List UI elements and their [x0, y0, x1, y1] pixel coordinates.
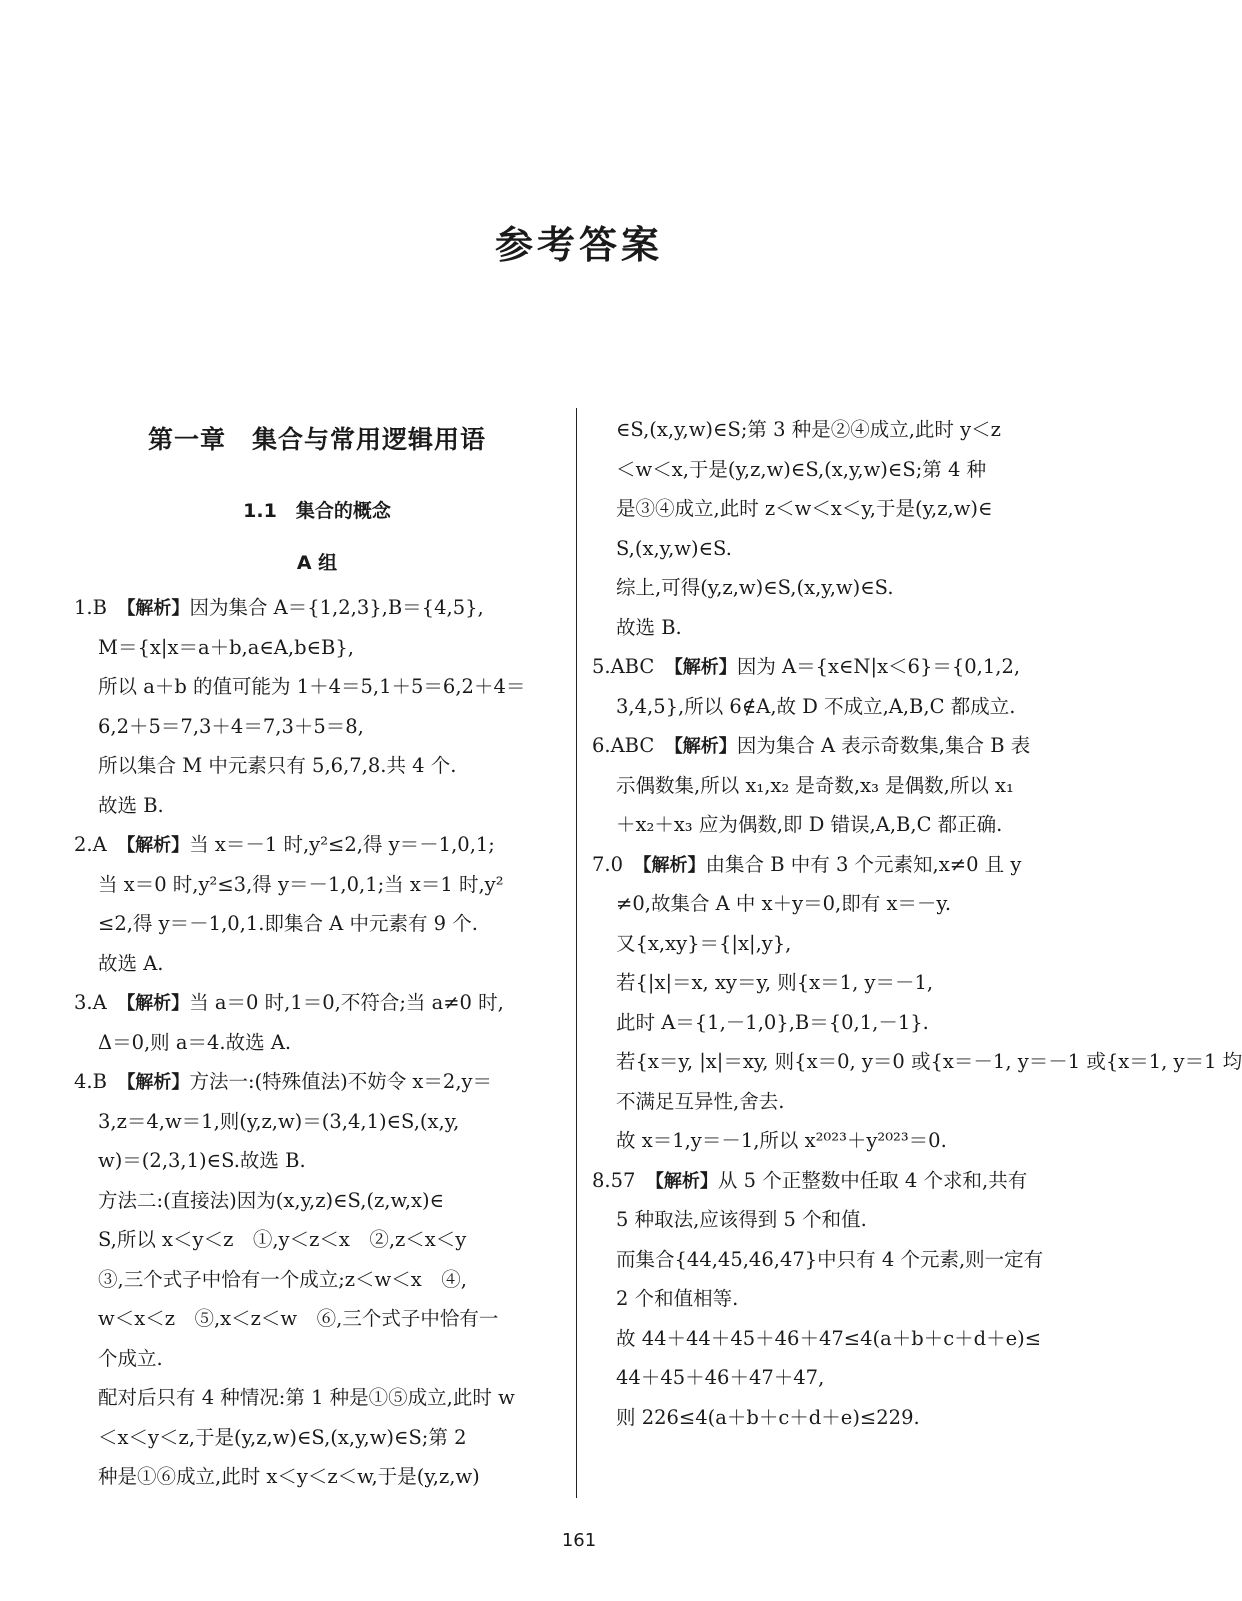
answer-line	[74, 1062, 560, 1102]
answer-item	[74, 825, 560, 983]
answer-line	[74, 904, 560, 944]
analysis-tag: 【解析】	[673, 657, 737, 678]
answer-line	[592, 687, 1078, 727]
answer-label: 5.ABC	[592, 655, 674, 678]
analysis-tag: 【解析】	[126, 1072, 190, 1093]
answer-line	[74, 1378, 560, 1418]
answer-line	[592, 529, 1078, 569]
answer-line	[592, 608, 1078, 648]
answer-text: S,(x,y,w)∈S.	[616, 536, 732, 560]
answer-item	[74, 588, 560, 825]
answer-line	[592, 845, 1078, 885]
answer-text: 示偶数集,所以 x₁,x₂ 是奇数,x₃ 是偶数,所以 x₁	[616, 773, 1014, 797]
answer-text: 种是①⑥成立,此时 x＜y＜z＜w,于是(y,z,w)	[98, 1465, 480, 1488]
analysis-tag: 【解析】	[126, 835, 190, 856]
answer-text: 故选 B.	[616, 615, 682, 639]
answer-text: 从 5 个正整数中任取 4 个求和,共有	[717, 1168, 1028, 1192]
answer-text: 综上,可得(y,z,w)∈S,(x,y,w)∈S.	[616, 576, 894, 599]
chapter-title: 第一章 集合与常用逻辑用语	[147, 425, 486, 454]
answer-item	[592, 647, 1078, 726]
answer-text: 而集合{44,45,46,47}中只有 4 个元素,则一定有	[616, 1247, 1044, 1271]
answer-item	[592, 726, 1078, 845]
left-answer-list	[74, 588, 560, 1497]
answer-line	[592, 450, 1078, 490]
analysis-tag: 【解析】	[673, 736, 737, 757]
answer-text: 6,2＋5＝7,3＋4＝7,3＋5＝8,	[98, 714, 364, 738]
answer-line	[74, 1299, 560, 1339]
answer-text: ③,三个式子中恰有一个成立;z＜w＜x ④,	[98, 1267, 467, 1291]
right-column	[592, 410, 1242, 1437]
answer-line	[592, 1082, 1078, 1122]
answer-text: 故选 A.	[98, 951, 164, 975]
answer-text: w＜x＜z ⑤,x＜z＜w ⑥,三个式子中恰有一	[98, 1307, 499, 1330]
answer-line	[74, 667, 560, 707]
answer-text: 故 44＋44＋45＋46＋47≤4(a＋b＋c＋d＋e)≤	[616, 1326, 1042, 1350]
answer-text: ≤2,得 y＝－1,0,1.即集合 A 中元素有 9 个.	[98, 912, 478, 935]
answer-line	[592, 1042, 1242, 1082]
page-title: 参考答案	[494, 223, 663, 267]
answer-line	[74, 1102, 560, 1142]
answer-text: ＋x₂＋x₃ 应为偶数,即 D 错误,A,B,C 都正确.	[616, 813, 1003, 836]
answer-line	[74, 707, 560, 747]
answer-text: 则 226≤4(a＋b＋c＋d＋e)≤229.	[616, 1405, 920, 1429]
answer-line	[592, 568, 1078, 608]
answer-text: 配对后只有 4 种情况:第 1 种是①⑤成立,此时 w	[98, 1386, 515, 1409]
answer-item	[592, 1161, 1078, 1438]
column-divider	[576, 408, 577, 1498]
answer-text: 5 种取法,应该得到 5 个和值.	[616, 1208, 867, 1231]
answer-line	[74, 983, 560, 1023]
answer-line	[592, 1240, 1078, 1280]
answer-line	[74, 1181, 560, 1221]
answer-line	[74, 1220, 560, 1260]
answer-text: 是③④成立,此时 z＜w＜x＜y,于是(y,z,w)∈	[616, 497, 993, 520]
answer-text: 方法二:(直接法)因为(x,y,z)∈S,(z,w,x)∈	[98, 1188, 445, 1212]
group-title: A 组	[296, 552, 338, 574]
answer-line	[592, 963, 1078, 1003]
answer-line	[74, 1260, 560, 1300]
answer-text: w)＝(2,3,1)∈S.故选 B.	[98, 1149, 306, 1172]
answer-line	[592, 924, 1078, 964]
answer-label: 1.B	[74, 596, 127, 619]
answer-line	[592, 489, 1078, 529]
answer-text: 当 x＝0 时,y²≤3,得 y＝－1,0,1;当 x＝1 时,y²	[98, 872, 504, 896]
answer-text: 因为 A＝{x∈N|x＜6}＝{0,1,2,	[736, 655, 1021, 678]
answer-line	[74, 1457, 560, 1497]
page-number: 161	[561, 1530, 597, 1551]
answer-line	[592, 884, 1078, 924]
analysis-tag: 【解析】	[642, 854, 706, 876]
answer-line	[592, 766, 1078, 806]
answer-line	[74, 1339, 560, 1379]
answer-text: ≠0,故集合 A 中 x＋y＝0,即有 x＝－y.	[616, 892, 952, 915]
answer-text: M＝{x|x＝a＋b,a∈A,b∈B},	[98, 635, 354, 659]
answer-line	[592, 1161, 1078, 1201]
answer-text: 因为集合 A＝{1,2,3},B＝{4,5},	[189, 596, 484, 619]
answer-line	[592, 1003, 1078, 1043]
answer-text: 故 x＝1,y＝－1,所以 x²⁰²³＋y²⁰²³＝0.	[616, 1129, 947, 1152]
answer-text: Δ＝0,则 a＝4.故选 A.	[98, 1030, 292, 1054]
right-answer-list	[592, 410, 1242, 1437]
answer-text: 所以集合 M 中元素只有 5,6,7,8.共 4 个.	[98, 754, 457, 777]
answer-text: 所以 a＋b 的值可能为 1＋4＝5,1＋5＝6,2＋4＝	[98, 675, 526, 698]
answer-text: 又{x,xy}＝{|x|,y},	[616, 931, 792, 955]
answer-text: 个成立.	[98, 1346, 163, 1370]
left-column	[74, 410, 560, 1497]
answer-text: 此时 A＝{1,－1,0},B＝{0,1,－1}.	[616, 1010, 929, 1034]
answer-text: ∈S,(x,y,w)∈S;第 3 种是②④成立,此时 y＜z	[616, 418, 1001, 441]
answer-line	[74, 1023, 560, 1063]
answer-line	[74, 825, 560, 865]
answer-text: 3,4,5},所以 6∉A,故 D 不成立,A,B,C 都成立.	[616, 694, 1016, 718]
answer-line	[74, 1141, 560, 1181]
analysis-tag: 【解析】	[126, 598, 190, 619]
answer-line	[74, 588, 560, 628]
answer-text: S,所以 x＜y＜z ①,y＜z＜x ②,z＜x＜y	[98, 1228, 467, 1251]
answer-line	[74, 865, 560, 905]
answer-item	[74, 983, 560, 1062]
answer-label: 3.A	[74, 991, 127, 1014]
answer-text: 若{x＝y, |x|＝xy, 则{x＝0, y＝0 或{x＝－1, y＝－1 或{x＝1, y＝1 均	[616, 1050, 1242, 1073]
answer-line	[74, 1418, 560, 1458]
answer-line	[592, 1398, 1078, 1438]
answer-label: 4.B	[74, 1070, 127, 1093]
answer-label: 7.0	[592, 852, 643, 876]
answer-item	[592, 410, 1078, 647]
answer-text: 44＋45＋46＋47＋47,	[616, 1366, 825, 1389]
answer-item	[74, 1062, 560, 1497]
answer-line	[592, 726, 1078, 766]
analysis-tag: 【解析】	[126, 993, 190, 1014]
answer-text: 不满足互异性,舍去.	[616, 1089, 785, 1113]
answer-line	[592, 805, 1078, 845]
section-title: 1.1 集合的概念	[243, 500, 391, 522]
answer-text: 若{|x|＝x, xy＝y, 则{x＝1, y＝－1,	[616, 971, 934, 994]
answer-line	[592, 1121, 1078, 1161]
answer-item	[592, 845, 1242, 1161]
answer-line	[592, 1200, 1078, 1240]
answer-text: ＜w＜x,于是(y,z,w)∈S,(x,y,w)∈S;第 4 种	[616, 457, 987, 481]
answer-text: 方法一:(特殊值法)不妨令 x＝2,y＝	[189, 1070, 493, 1093]
answer-line	[592, 1358, 1078, 1398]
answer-text: ＜x＜y＜z,于是(y,z,w)∈S,(x,y,w)∈S;第 2	[98, 1425, 467, 1449]
answer-text: 由集合 B 中有 3 个元素知,x≠0 且 y	[705, 852, 1022, 876]
answer-label: 8.57	[592, 1168, 655, 1192]
answer-line	[592, 1319, 1078, 1359]
answer-line	[74, 944, 560, 984]
answer-line	[592, 1279, 1078, 1319]
answer-text: 当 x＝－1 时,y²≤2,得 y＝－1,0,1;	[189, 833, 495, 856]
answer-line	[74, 628, 560, 668]
answer-line	[592, 647, 1078, 687]
answer-line	[74, 746, 560, 786]
answer-label: 6.ABC	[592, 734, 674, 757]
answer-label: 2.A	[74, 833, 127, 856]
answer-line	[74, 786, 560, 826]
analysis-tag: 【解析】	[654, 1170, 718, 1192]
answer-text: 当 a＝0 时,1＝0,不符合;当 a≠0 时,	[189, 991, 504, 1014]
answer-text: 2 个和值相等.	[616, 1287, 739, 1310]
answer-text: 3,z＝4,w＝1,则(y,z,w)＝(3,4,1)∈S,(x,y,	[98, 1109, 460, 1133]
answer-line	[592, 410, 1078, 450]
answer-text: 因为集合 A 表示奇数集,集合 B 表	[736, 734, 1031, 757]
answer-text: 故选 B.	[98, 793, 164, 817]
